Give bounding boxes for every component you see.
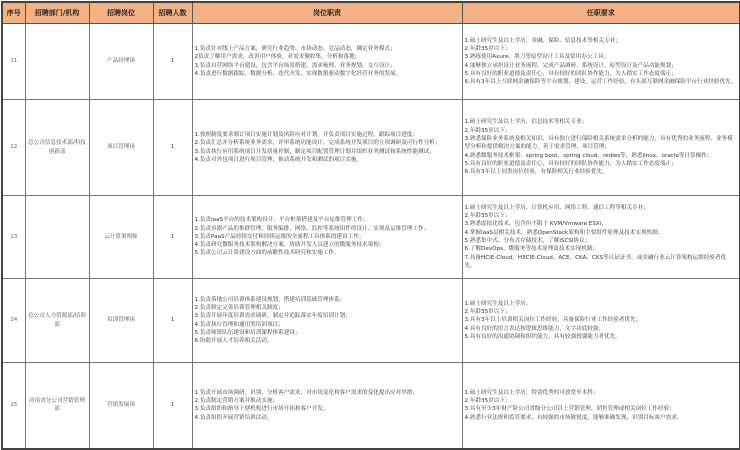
duties-line: 3.负责自营网络平台建设，包含平台场景搭建，需求梳理，业务规划，交互设计； xyxy=(194,62,396,69)
row-seq: 12 xyxy=(2,100,25,196)
row-dept xyxy=(25,24,89,100)
requirements-line: 2.年龄35岁以下； xyxy=(464,309,511,316)
table-row xyxy=(2,279,740,363)
duties-line: 2.负责制定完善培训管理相关制度； xyxy=(194,304,284,311)
requirements-line: 6.了解DevOps、微服务等技术原理及技术实现机制； xyxy=(464,246,599,253)
duties-line: 5.负责公司云计算建设方面的前瞻性技术研究和实施工作。 xyxy=(194,250,340,257)
header-count: 招聘人数 xyxy=(153,2,192,24)
recruitment-table xyxy=(1,1,740,450)
row-count: 1 xyxy=(153,100,192,196)
duties-line: 2.负责容器产品的集群管理、服务编排、网络、监控等系统组件的设计、实现及运维管理工作； xyxy=(194,225,430,232)
requirements-line: 2.年龄35岁以下； xyxy=(464,213,511,220)
row-position: 云计算架构师 xyxy=(89,196,153,279)
header-position: 招聘岗位 xyxy=(89,2,153,24)
duties-line: 4.负责组织开展营销培训活动。 xyxy=(194,414,273,421)
row-requirements xyxy=(462,100,740,196)
requirements-line: 1.硕士研究生及以上学历； xyxy=(464,300,532,307)
row-requirements xyxy=(462,24,740,100)
header-dept: 招聘部门/机构 xyxy=(25,2,89,24)
row-dept xyxy=(25,196,89,279)
row-position: 培训管理岗 xyxy=(89,279,153,363)
row-duties xyxy=(192,100,462,196)
duties-line: 3.负责组织和指导下辖机构进行市场开拓和客户开发； xyxy=(194,406,329,413)
requirements-line: 5.熟悉集中式、分布式存储技术，了解iSCSI协议； xyxy=(464,238,591,244)
row-dept: 河南省分公司营销管理部 xyxy=(25,363,89,449)
row-dept: 总公司人力资源部/培训部 xyxy=(25,279,89,363)
row-position: 产品经理岗 xyxy=(89,24,153,100)
row-position: 营销发展岗 xyxy=(89,363,153,449)
row-duties xyxy=(192,363,462,449)
row-requirements xyxy=(462,196,740,279)
table-row xyxy=(2,100,740,196)
duties-line: 1.按照制度要求制订项目实施计划及风险应对计划，并负责项目实施过程，跟踪项目进度； xyxy=(194,131,418,138)
requirements-line: 1.硕士研究生及以上学历，金融、保险、信息技术等相关专业； xyxy=(464,37,621,44)
requirements-line: 3.熟悉保险业务系统及相关知识，具有独立进行保险相关系统需求分析的能力，具有优秀的业务流程、业务模型分析和提供解决方案的能力，善于需求管理、项目管理； xyxy=(464,136,733,151)
row-duties xyxy=(192,279,462,363)
requirements-line: 1.硕士研究生及以上学历，信息技术等相关专业； xyxy=(464,119,588,126)
requirements-line: 4.掌握IaaS层相关技术，熟悉OpenStack架构和主要组件原理及技术实现机制； xyxy=(464,229,664,236)
duties-line: 4.负责研究微服务技术架构解决方案，协助开发人员建立的微服务技术架构； xyxy=(194,242,385,249)
requirements-line: 3.熟练使用Axure、墨刀等原型设计工具及常用办公工具； xyxy=(464,54,610,61)
header-requirements: 任职要求 xyxy=(462,2,740,24)
row-requirements xyxy=(462,363,740,449)
requirements-line: 6.具有3年以上同类岗位经验，有保险相关行业经验优先。 xyxy=(464,169,608,176)
duties-line: 1.负责开展市场调研，识别、分析客户需求，对市场变化和客户需求的变化提出应对举措； xyxy=(194,389,418,396)
requirements-line: 1.硕士研究生及以上学历，计算机应用、网络工程、通信工程等相关专业； xyxy=(464,204,649,211)
duties-line: 1.负责针对线上产品方案，研究行业趋势、市场动态、竞品动态，确定业务模式； xyxy=(194,45,396,52)
row-seq: 15 xyxy=(2,363,25,449)
duties-line: 3.负责执行应用系统项目开发质量控制，制定项目配置管理计划并组织业务测试和系统性能测试； xyxy=(194,148,435,155)
requirements-line: 7.具备HCIE-Cloud、H3CIE-Cloud、ACE、CKA、CKS等认证证书，或金融行业云计算架构运维经验者优先。 xyxy=(464,254,727,269)
row-count: 1 xyxy=(153,279,192,363)
duties-line: 2.负责汇总并分析系统业务需求，评审系统功能设计，完成系统开发项目的立项调研及可行性分析； xyxy=(194,140,441,147)
header-seq: 序号 xyxy=(2,2,25,24)
duties-line: 3.负责开展年度培训需求调研，制定并追踪落实年度培训计划； xyxy=(194,313,351,320)
row-seq: 11 xyxy=(2,24,25,100)
requirements-line: 6.具有3年以上互联网金融保险等平台规划，建设，运营工作经验，有头部互联网金融保险平台行业经验优先。 xyxy=(464,79,737,86)
requirements-line: 1.硕士研究生及以上学历，特别优秀的可放宽至本科； xyxy=(464,389,599,396)
requirements-line: 4.熟悉行业法规和监管要求，有较强的市场敏锐度，能够准确发现、识别目标客户需求。 xyxy=(464,414,683,421)
table-row xyxy=(2,24,740,100)
requirements-line: 3.具有3年以上培训相关岗位工作经验，具备保险行业工作经验者优先； xyxy=(464,317,642,324)
duties-line: 2.负责制定营销方案并推动实施； xyxy=(194,397,279,404)
row-count: 1 xyxy=(153,363,192,449)
duties-line: 4.负责对外包项目进行项目管理，推动系统开发和测试的项目实施。 xyxy=(194,156,363,163)
duties-line: 3.负责PaaS产品持续交付和持续运维的全流程工具体系的建设工作； xyxy=(194,233,365,240)
table-row xyxy=(2,363,740,449)
duties-line: 5.负责师资队伍建设和培训课程体系建设； xyxy=(194,329,301,336)
requirements-line: 4.能够独立承担设计业务流程，完成产品调研、系统设计、原型设计及产品功能规划； xyxy=(464,62,677,69)
requirements-line: 4.熟悉微服务技术框架：spring boot、spring cloud、redies等，熟悉linux、oracle等日常操作； xyxy=(464,152,713,159)
duties-line: 6.协助开展人才培养相关活动。 xyxy=(194,338,273,345)
requirements-line: 5.具有良好的沟通协调和组织能力，具有较强授课能力者优先。 xyxy=(464,333,621,340)
row-seq: 14 xyxy=(2,279,25,363)
requirements-line: 5.具有良好的职业道德及责任心，具有较好的团队协作能力，为人踏实工作态度端正； xyxy=(464,70,677,77)
requirements-line: 2.年龄35岁以下； xyxy=(464,45,511,52)
requirements-line: 2.年龄35岁以下； xyxy=(464,127,511,134)
duties-line: 1.负责IaaS平台的技术架构设计，平台框架搭建及平台运维管理工作； xyxy=(194,217,369,224)
duties-line: 4.负责执行管理和通用类培训项目； xyxy=(194,321,284,328)
requirements-line: 3.具有至少3年财产险公司省级分公司以上营销管理、销售管理或相关岗位工作经验； xyxy=(464,406,675,413)
row-count: 1 xyxy=(153,24,192,100)
table-row xyxy=(2,196,740,279)
requirements-line: 5.具有良好的职业道德及责任心，具有较好的团队协作能力，为人踏实工作态度端正； xyxy=(464,160,677,167)
row-duties xyxy=(192,196,462,279)
requirements-line: 4.具有良好的语言表达和逻辑思维能力，文字功底较强； xyxy=(464,325,605,332)
header-duties: 岗位职责 xyxy=(192,2,462,24)
requirements-line: 2.年龄35岁以下； xyxy=(464,397,511,404)
duties-line: 1.负责落地公司培训体系建设规划，搭建培训基础管理体系； xyxy=(194,296,346,303)
duties-line: 4.负责进行数据跟踪、数据分析、迭代开发，实现数据驱动数字化经营业务的发展。 xyxy=(194,70,402,77)
row-dept: 总公司信息技术部/科技创新部 xyxy=(25,100,89,196)
row-count: 1 xyxy=(153,196,192,279)
row-requirements xyxy=(462,279,740,363)
row-position: 项目管理岗 xyxy=(89,100,153,196)
duties-line: 2负责了解用户需求，改善用户体验，对需求做收集，分析和落地； xyxy=(194,54,361,61)
row-seq: 13 xyxy=(2,196,25,279)
requirements-line: 3.熟悉虚拟化技术，包含但不限于 KVM/Vmware ESXi； xyxy=(464,221,607,228)
row-duties xyxy=(192,24,462,100)
table-header-row xyxy=(2,2,740,24)
